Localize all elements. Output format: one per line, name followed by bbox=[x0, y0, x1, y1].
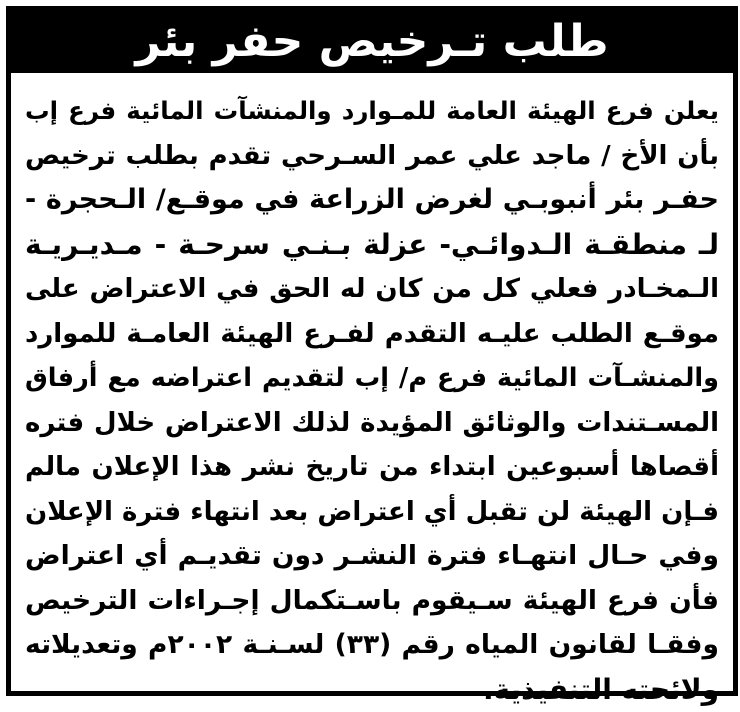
notice-line: وفقـا لقانون المياه رقم (٣٣) لسـنـة ٢٠٠٢م وتعديلاته bbox=[25, 623, 719, 668]
notice-line: بأن الأخ / ماجد علي عمر السـرحي تقدم بطلب ترخيص bbox=[25, 134, 719, 179]
notice-line: يعلن فرع الهيئة العامة للمـوارد والمنشآت المائية فرع إب bbox=[25, 89, 719, 134]
notice-line: حفـر بئر أنبوبـي لغرض الزراعة في موقـع/ الـحجرة - bbox=[25, 178, 719, 223]
notice-line: وفي حـال انتهـاء فترة النشـر دون تقديـم أي اعتراض bbox=[25, 534, 719, 579]
notice-line: والمنشـآت المائية فرع م/ إب لتقديم اعتراضه مع أرفاق bbox=[25, 356, 719, 401]
notice-line: موقـع الطلب عليـه التقدم لفـرع الهيئة العامـة للموارد bbox=[25, 312, 719, 357]
notice-line: فـإن الهيئة لن تقبل أي اعتراض بعد انتهاء فترة الإعلان bbox=[25, 490, 719, 535]
notice-line: فأن فرع الهيئة سـيقوم باسـتكمال إجـراءات الترخيص bbox=[25, 579, 719, 624]
notice-title: طلب تـرخيص حفر بئر bbox=[135, 11, 608, 73]
notice-line: الـمخـادر فعلي كل من كان له الحق في الاعتراض على bbox=[25, 267, 719, 312]
notice-body bbox=[25, 89, 719, 712]
notice-line: المسـتندات والوثائق المؤيدة لذلك الاعتراض خلال فتره bbox=[25, 401, 719, 446]
notice-line: أقصاها أسبوعين ابتداء من تاريخ نشر هذا الإعلان مالم bbox=[25, 445, 719, 490]
notice-frame bbox=[6, 6, 738, 696]
notice-header bbox=[11, 11, 733, 73]
notice-line: ولائحته التنفيذية. bbox=[25, 668, 719, 712]
notice-line: لـ منطقـة الـدوائـي- عزلة بـنـي سرحـة - مـديـريـة bbox=[25, 223, 719, 268]
